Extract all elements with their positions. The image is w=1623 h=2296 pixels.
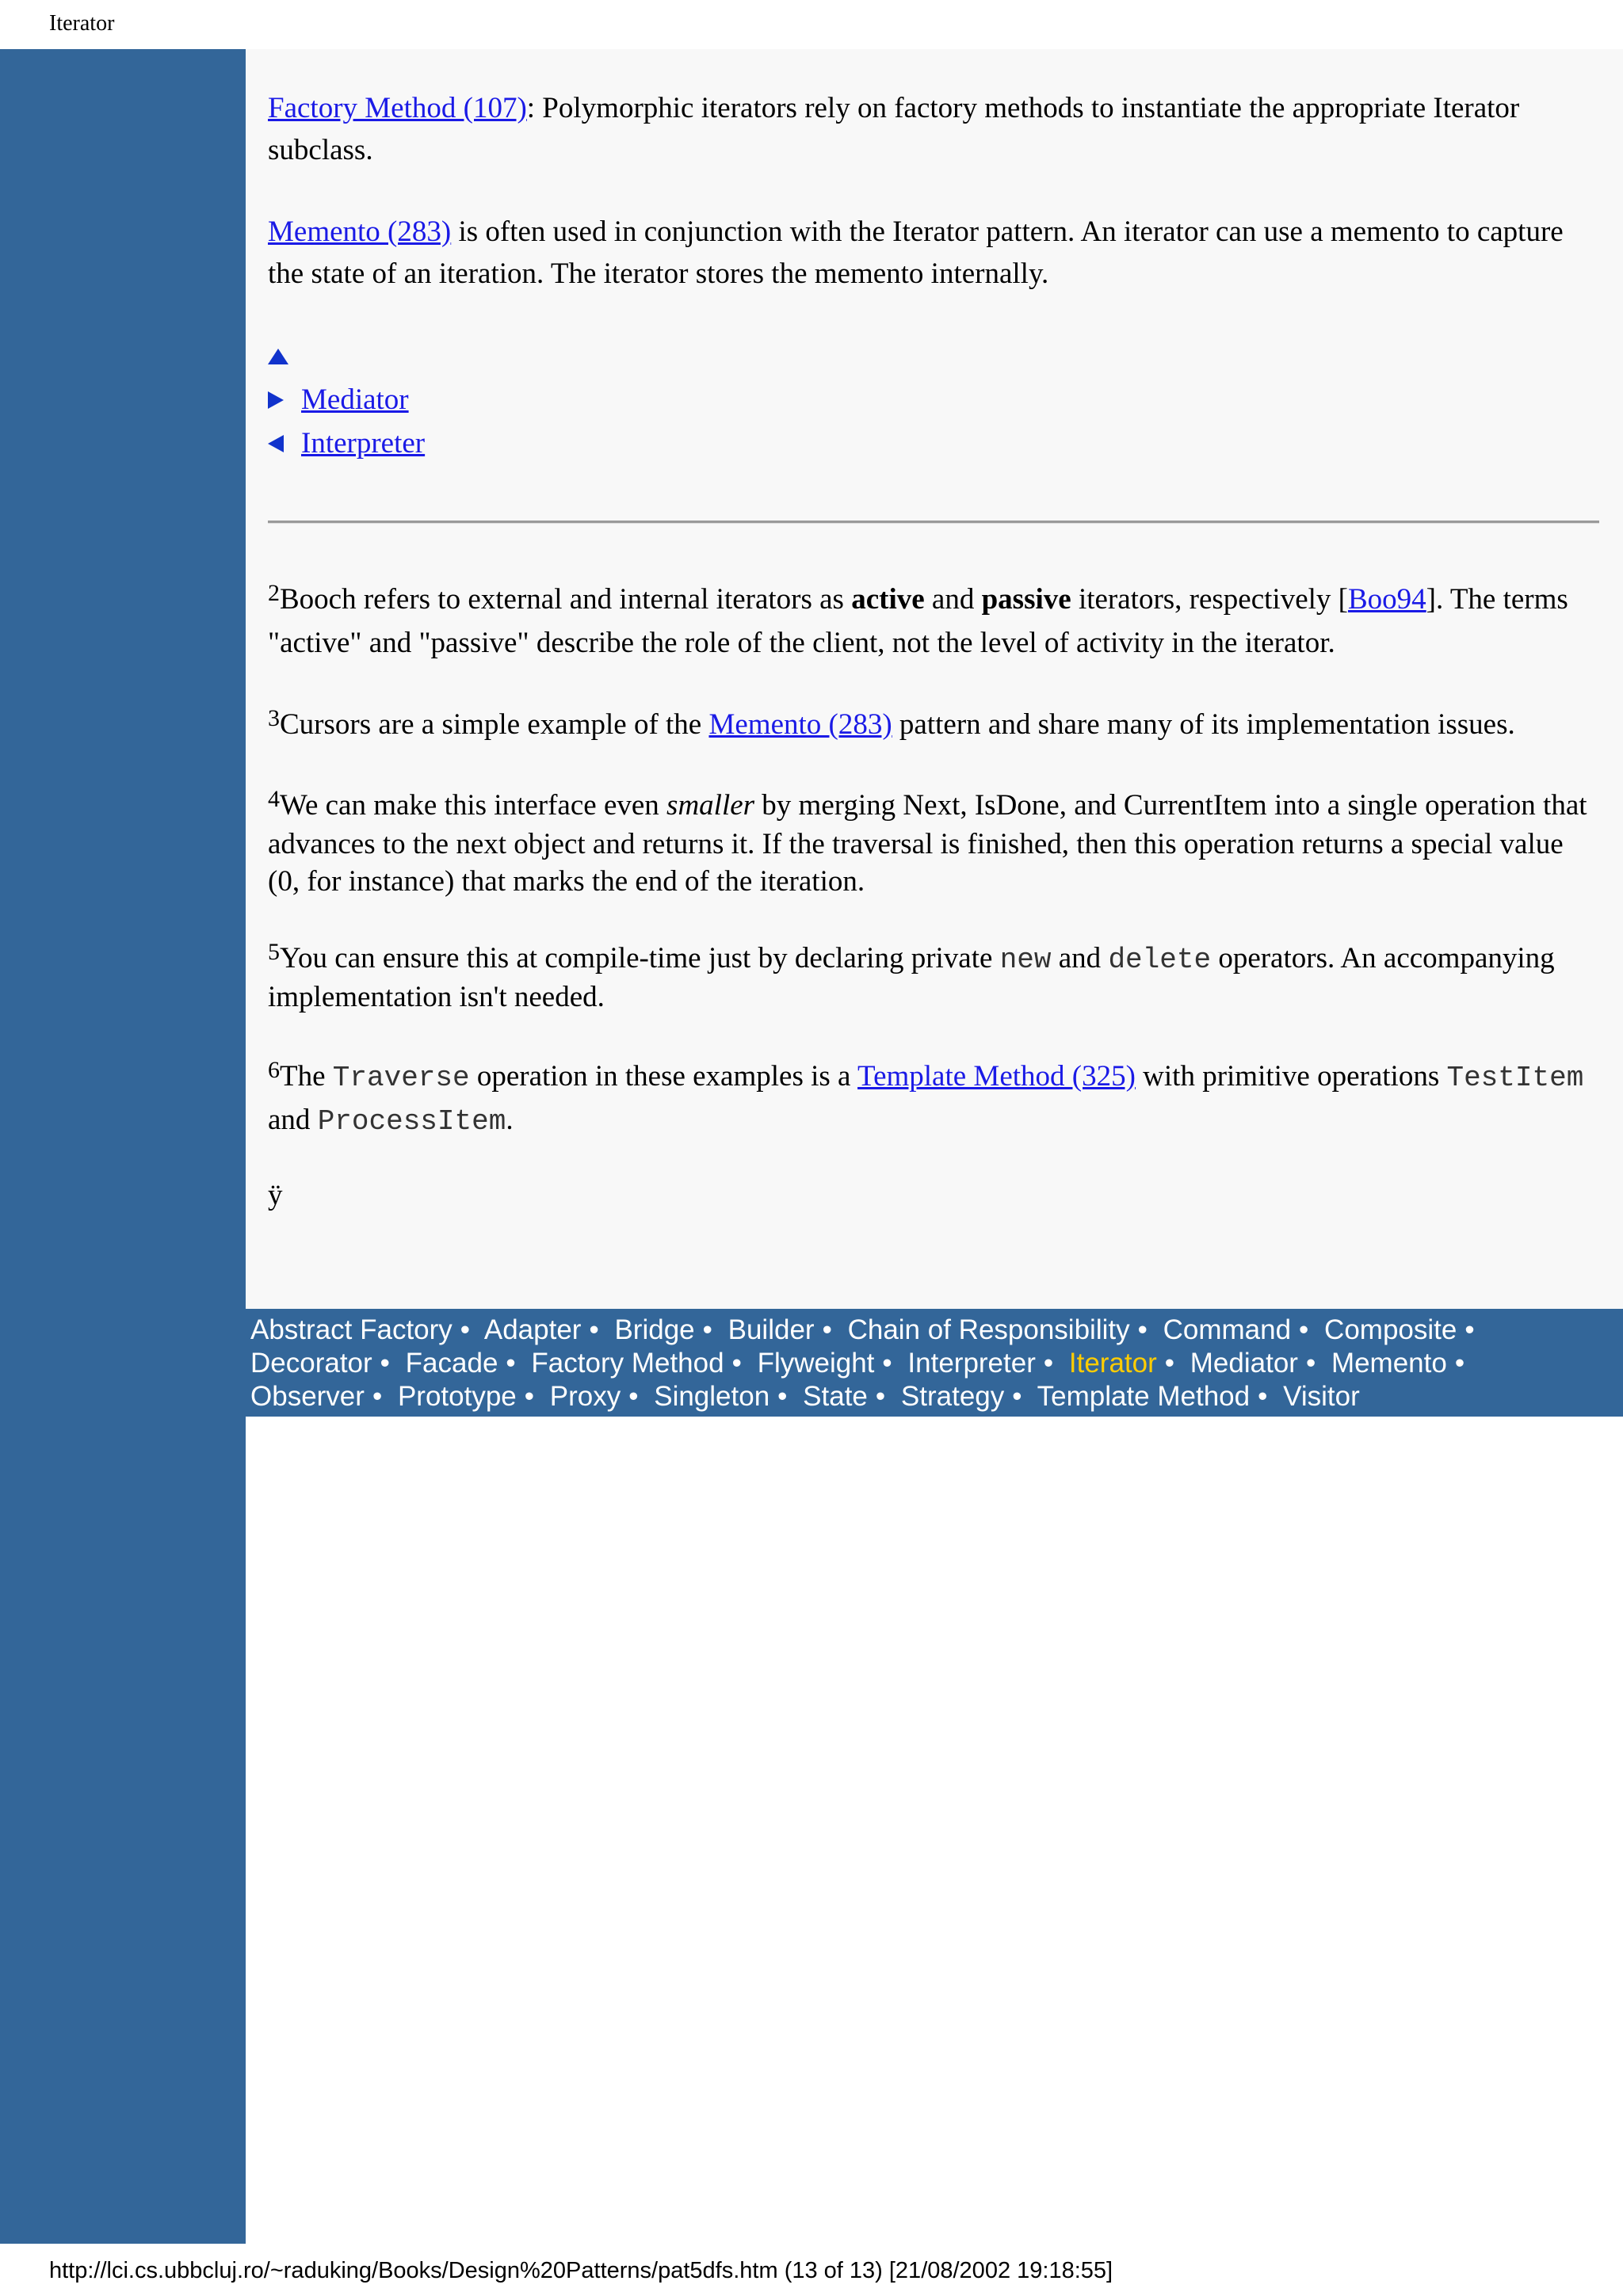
code-traverse: Traverse [332, 1062, 470, 1094]
bullet-separator: • [460, 1314, 471, 1345]
footnote-emphasis: smaller [666, 789, 755, 822]
footnote-text: Cursors are a simple example of the [280, 708, 709, 741]
bullet-separator: • [1305, 1348, 1316, 1379]
footnote-text: operators. An accompanying implementation isn't needed. [268, 942, 1555, 1013]
code-processitem: ProcessItem [317, 1105, 506, 1138]
pattern-navigation [268, 334, 1599, 465]
up-arrow-icon[interactable] [268, 349, 288, 364]
memento-footnote-link[interactable]: Memento (283) [708, 708, 892, 741]
bullet-separator: • [506, 1348, 516, 1379]
bullet-separator: • [882, 1348, 892, 1379]
footnote-text: ]. The terms "active" and "passive" describe the role of the client, not the level of activity in the iterator. [268, 583, 1568, 659]
bullet-separator: • [1465, 1314, 1475, 1345]
footnote-bold-term: active [851, 583, 925, 616]
bullet-separator: • [1454, 1348, 1465, 1379]
bullet-separator: • [628, 1381, 639, 1412]
bullet-separator: • [731, 1348, 742, 1379]
pattern-link-chain-of-responsibility[interactable]: Chain of Responsibility [847, 1314, 1130, 1345]
footnote-text: operation in these examples is a [469, 1060, 858, 1093]
related-memento [268, 211, 1599, 295]
footer-url: http://lci.cs.ubbcluj.ro/~raduking/Books/Design%20Patterns/pat5dfs.htm (13 of 13) [21/08/2002 19:18:55] [49, 2258, 1113, 2283]
bullet-separator: • [702, 1314, 712, 1345]
footnote-text: by merging Next, IsDone, and CurrentItem into a single operation that advances to the next object and returns it. If the traversal is finished, then this operation returns a special value (0, for instance) that marks the end of the iteration. [268, 789, 1587, 898]
nav-next[interactable] [268, 378, 1599, 421]
main-content [268, 87, 1599, 1216]
bullet-separator: • [822, 1314, 832, 1345]
bullet-separator: • [589, 1314, 599, 1345]
bullet-separator: • [372, 1381, 383, 1412]
footnote-text: and [924, 583, 982, 616]
factory-method-link[interactable]: Factory Method (107) [268, 92, 527, 124]
pattern-link-memento[interactable]: Memento [1331, 1348, 1447, 1379]
footnote-text: We can make this interface even [280, 789, 667, 822]
footnote-text: You can ensure this at compile-time just by declaring private [280, 942, 1000, 974]
footnote-number: 4 [268, 786, 280, 812]
footnote-number: 3 [268, 705, 280, 731]
pattern-link-composite[interactable]: Composite [1324, 1314, 1457, 1345]
bullet-separator: • [380, 1348, 390, 1379]
bullet-separator: • [1043, 1348, 1054, 1379]
footnote-4 [268, 787, 1599, 900]
pattern-link-observer[interactable]: Observer [250, 1381, 365, 1412]
pattern-link-bridge[interactable]: Bridge [614, 1314, 695, 1345]
bullet-separator: • [875, 1381, 886, 1412]
footnote-text: with primitive operations [1135, 1060, 1447, 1093]
pattern-link-strategy[interactable]: Strategy [900, 1381, 1005, 1412]
pattern-link-prototype[interactable]: Prototype [397, 1381, 517, 1412]
next-pattern-link[interactable]: Mediator [301, 383, 409, 416]
footnote-text: . [506, 1104, 514, 1136]
footnote-number: 6 [268, 1057, 280, 1083]
pattern-link-mediator[interactable]: Mediator [1190, 1348, 1298, 1379]
pattern-link-singleton[interactable]: Singleton [654, 1381, 770, 1412]
prev-pattern-link[interactable]: Interpreter [301, 427, 426, 460]
footnote-6 [268, 1055, 1599, 1142]
memento-link[interactable]: Memento (283) [268, 215, 452, 248]
boo94-reference-link[interactable]: Boo94 [1347, 583, 1426, 616]
footnote-text: Booch refers to external and internal iterators as [280, 583, 852, 616]
left-arrow-icon [268, 435, 284, 452]
sidebar-panel [0, 49, 246, 2244]
footnote-3 [268, 704, 1599, 747]
template-method-link[interactable]: Template Method (325) [857, 1060, 1136, 1093]
memento-text: is often used in conjunction with the Iterator pattern. An iterator can use a memento to capture the state of an iteration. The iterator stores the memento internally. [268, 215, 1564, 290]
nav-up[interactable] [268, 334, 1599, 378]
pattern-link-iterator: Iterator [1068, 1348, 1157, 1379]
footnote-text: The [280, 1060, 333, 1093]
right-arrow-icon [268, 391, 284, 409]
bullet-separator: • [777, 1381, 788, 1412]
pattern-link-visitor[interactable]: Visitor [1283, 1381, 1360, 1412]
pattern-link-state[interactable]: State [803, 1381, 868, 1412]
pattern-link-interpreter[interactable]: Interpreter [907, 1348, 1036, 1379]
code-new: new [999, 944, 1052, 976]
footnote-number: 5 [268, 939, 280, 965]
bullet-separator: • [1012, 1381, 1022, 1412]
footnote-text: and [1051, 942, 1109, 974]
footnote-text: pattern and share many of its implementation issues. [892, 708, 1515, 741]
pattern-link-abstract-factory[interactable]: Abstract Factory [250, 1314, 453, 1345]
pattern-link-proxy[interactable]: Proxy [549, 1381, 621, 1412]
pattern-link-facade[interactable]: Facade [405, 1348, 498, 1379]
footnote-text: and [268, 1104, 318, 1136]
bullet-separator: • [1137, 1314, 1148, 1345]
bullet-separator: • [524, 1381, 535, 1412]
bullet-separator: • [1299, 1314, 1309, 1345]
pattern-navigation-bar [246, 1309, 1623, 1417]
pattern-link-factory-method[interactable]: Factory Method [531, 1348, 724, 1379]
pattern-link-command[interactable]: Command [1163, 1314, 1292, 1345]
pattern-link-flyweight[interactable]: Flyweight [757, 1348, 875, 1379]
pattern-link-adapter[interactable]: Adapter [483, 1314, 582, 1345]
print-header-title: Iterator [49, 11, 115, 36]
code-delete: delete [1108, 944, 1212, 976]
footnote-2 [268, 578, 1599, 664]
pattern-link-builder[interactable]: Builder [727, 1314, 815, 1345]
footnote-number: 2 [268, 580, 280, 606]
pattern-link-template-method[interactable]: Template Method [1037, 1381, 1251, 1412]
bullet-separator: • [1164, 1348, 1175, 1379]
footnote-5 [268, 940, 1599, 1016]
footnote-bold-term: passive [981, 583, 1071, 616]
bullet-separator: • [1258, 1381, 1268, 1412]
section-divider [268, 521, 1599, 523]
trailing-character: ÿ [268, 1179, 283, 1211]
related-factory-method [268, 87, 1599, 171]
factory-method-text: : Polymorphic iterators rely on factory methods to instantiate the appropriate Iterator subclass. [268, 92, 1520, 166]
nav-prev[interactable] [268, 421, 1599, 465]
footnote-text: iterators, respectively [ [1071, 583, 1348, 616]
pattern-link-decorator[interactable]: Decorator [250, 1348, 372, 1379]
code-testitem: TestItem [1446, 1062, 1584, 1094]
